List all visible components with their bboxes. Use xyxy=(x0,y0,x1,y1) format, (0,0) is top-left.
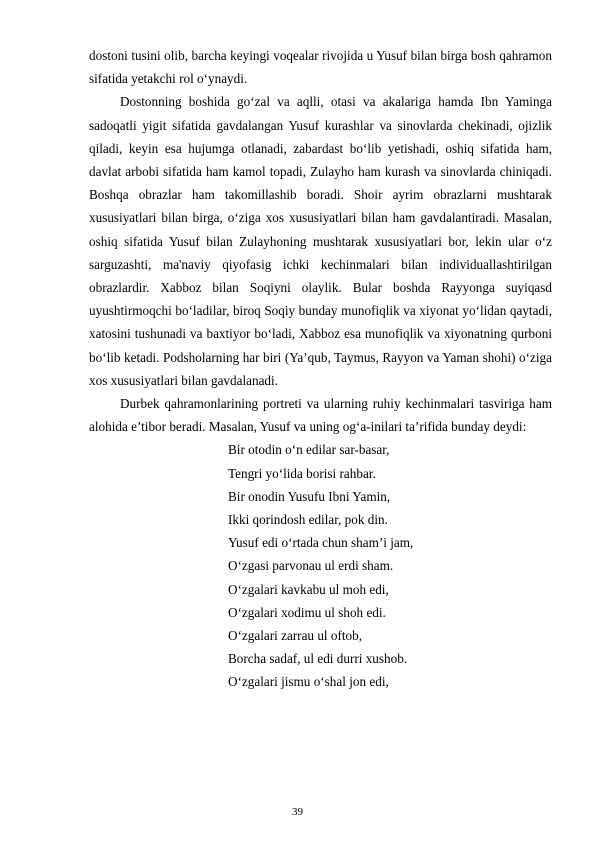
verse-line: O‘zgalari zarrau ul oftob, xyxy=(228,628,363,644)
verse-line: O‘zgalari kavkabu ul moh edi, xyxy=(228,581,389,597)
paragraph-3: Durbek qahramonlarining portreti va ularning ruhiy kechinmalari tasviriga ham alohida e’tibor beradi. Masalan, Yusuf va uning og‘a-inilari ta’rifida bunday deydi: xyxy=(89,396,552,435)
verse-line: Bir otodin o‘n edilar sar-basar, xyxy=(228,442,390,458)
verse-line: O‘zgalari xodimu ul shoh edi. xyxy=(228,604,386,620)
verse-line: Borcha sadaf, ul edi durri xushob. xyxy=(228,651,408,667)
page-number: 39 xyxy=(292,806,303,818)
verse-line: Bir onodin Yusufu Ibni Yamin, xyxy=(228,488,391,504)
verse-line: O‘zgalari jismu o‘shal jon edi, xyxy=(228,674,389,690)
verse-line: O‘zgasi parvonau ul erdi sham. xyxy=(228,558,394,574)
paragraph-2: Dostonning boshida go‘zal va aqlli, otasi va akalariga hamda Ibn Yaminga sadoqatli yigit sifatida gavdalangan Yusuf kurashlar va sinovlarda chekinadi, ojizlik qiladi, keyin esa hujumga otlanadi, zabardast bo‘lib yetishadi, oshiq sifatida ham, davlat arbobi sifatida ham kamol topadi, Zulayho ham kurash va sinovlarda chiniqadi. Boshqa obrazlar ham takomillashib boradi. Shoir ayrim obrazlarni mushtarak xususiyatlari bilan birga, o‘ziga xos xususiyatlari bilan ham gavdalantiradi. Masalan, oshiq sifatida Yusuf bilan Zulayhoning mushtarak xususiyatlari bor, lekin ular o‘z sarguzashti, ma'naviy qiyofasig ichki kechinmalari bilan individuallashtirilgan obrazlardir. Xabboz bilan Soqiyni olaylik. Bular boshda Rayyonga suyiqasd uyushtirmoqchi bo‘ladilar, biroq Soqiy bunday munofiqlik va xiyonat yo‘lidan qaytadi, xatosini tushunadi va baxtiyor bo‘ladi, Xabboz esa munofiqlik va xiyonatning qurboni bo‘lib ketadi. Podsholarning har biri (Ya’qub, Taymus, Rayyon va Yaman shohi) o‘ziga xos xususiyatlari bilan gavdalanadi. xyxy=(89,94,552,388)
verse-block xyxy=(89,438,552,693)
verse-line: Tengri yo‘lida borisi rahbar. xyxy=(228,465,376,481)
verse-line: Yusuf edi o‘rtada chun sham’i jam, xyxy=(228,535,414,551)
paragraph-1: dostoni tusini olib, barcha keyingi voqealar rivojida u Yusuf bilan birga bosh qahramon sifatida yetakchi rol o‘ynaydi. xyxy=(89,48,552,87)
body-text xyxy=(89,44,552,694)
verse-line: Ikki qorindosh edilar, pok din. xyxy=(228,512,388,528)
